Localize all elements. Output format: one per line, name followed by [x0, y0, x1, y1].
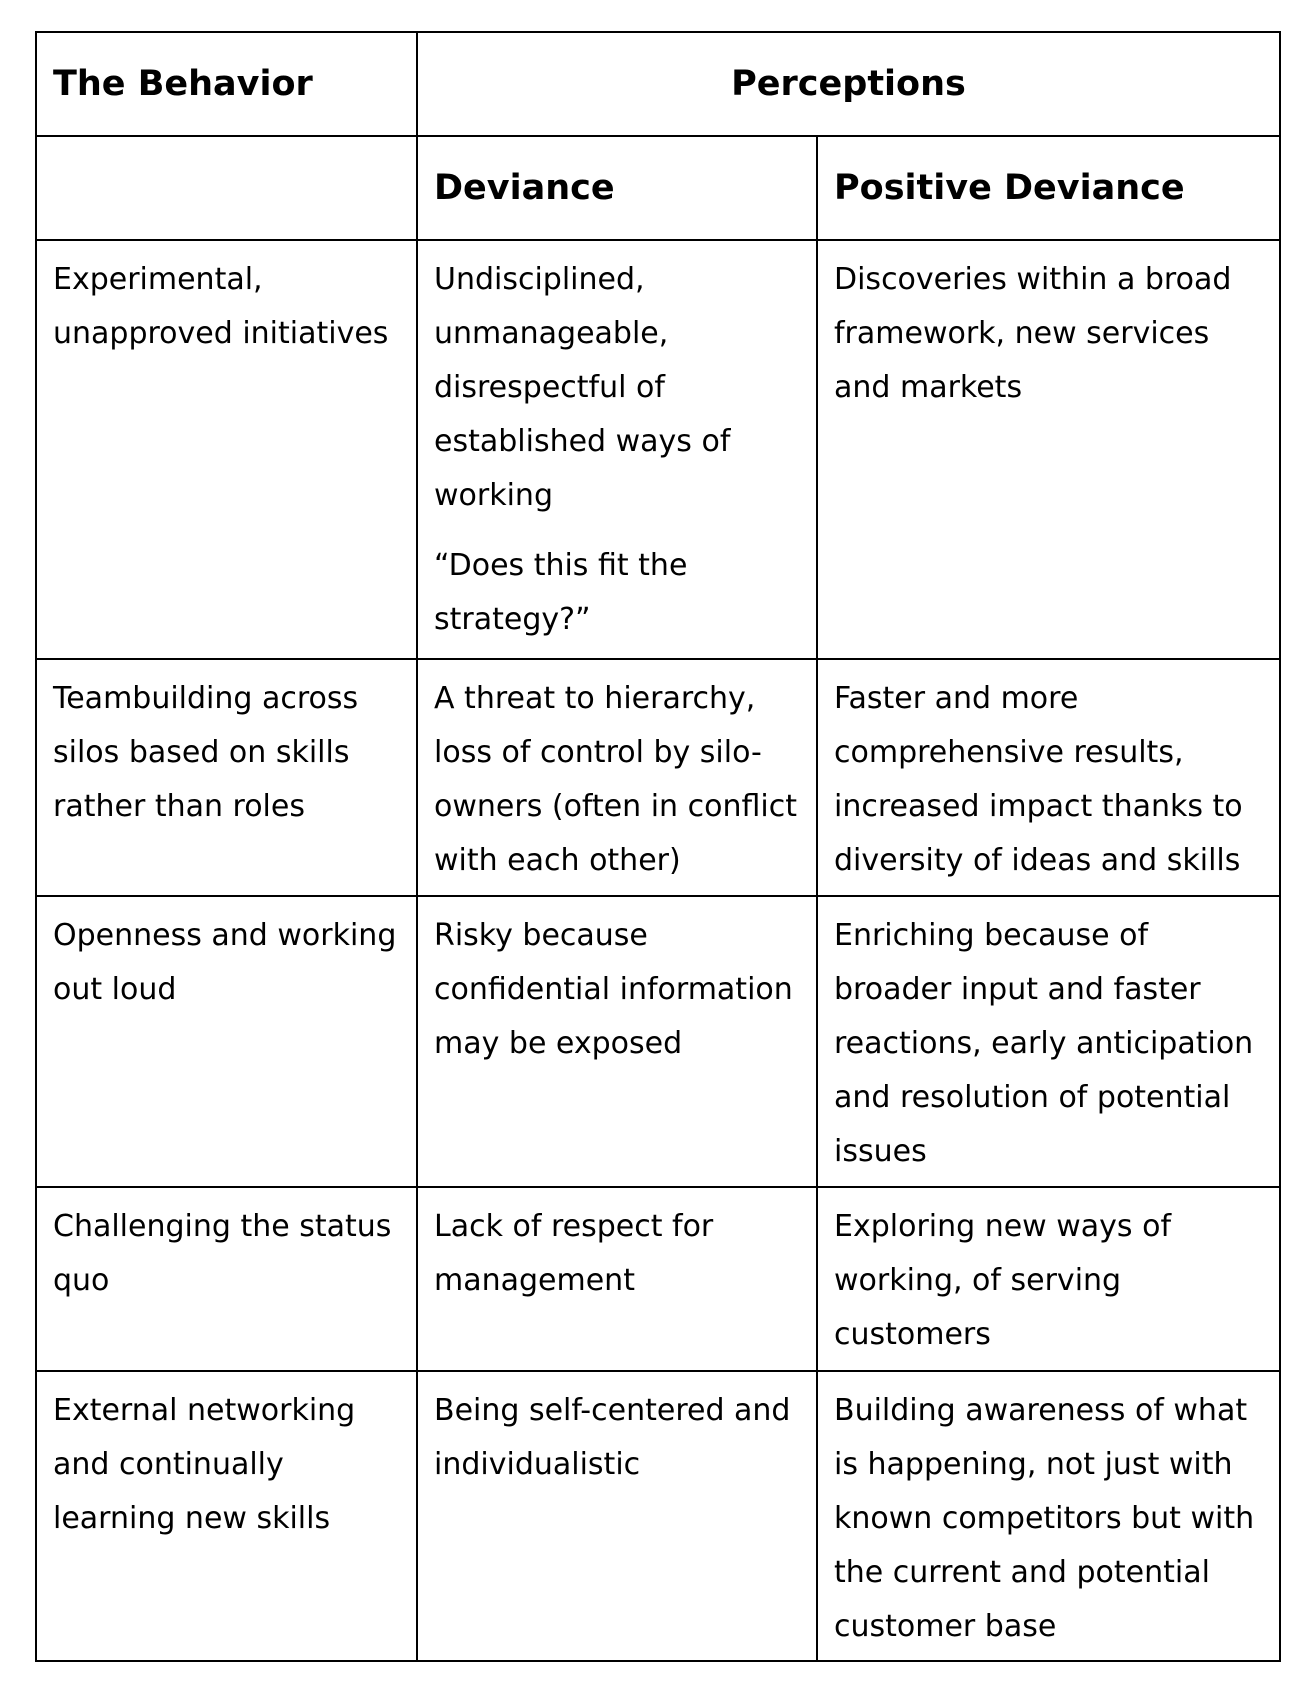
behavior-cell: Teambuilding across silos based on skills rather than roles [36, 659, 417, 896]
behavior-cell: Openness and working out loud [36, 896, 417, 1187]
table-header-row [36, 32, 1280, 136]
positive-deviance-cell: Enriching because of broader input and faster reactions, early anticipation and resolution of potential issues [817, 896, 1280, 1187]
positive-deviance-cell: Discoveries within a broad framework, new services and markets [817, 240, 1280, 659]
deviance-cell: Risky because confidential information may be exposed [417, 896, 817, 1187]
deviance-quote: “Does this fit the strategy?” [434, 548, 688, 638]
header-perceptions: Perceptions [417, 32, 1280, 136]
behavior-cell: Experimental, unapproved initiatives [36, 240, 417, 659]
table-row [36, 1187, 1280, 1370]
deviance-cell: A threat to hierarchy, loss of control by silo-owners (often in conflict with each other) [417, 659, 817, 896]
subheader-deviance: Deviance [417, 136, 817, 240]
deviance-cell: Being self-centered and individualistic [417, 1371, 817, 1661]
subheader-blank [36, 136, 417, 240]
perceptions-table-container [35, 31, 1279, 1662]
behavior-perceptions-table [35, 31, 1281, 1662]
table-row [36, 659, 1280, 896]
deviance-cell: Lack of respect for management [417, 1187, 817, 1370]
table-row [36, 1371, 1280, 1661]
positive-deviance-cell: Faster and more comprehensive results, increased impact thanks to diversity of ideas and skills [817, 659, 1280, 896]
table-row [36, 240, 1280, 659]
header-behavior: The Behavior [36, 32, 417, 136]
subheader-positive-deviance: Positive Deviance [817, 136, 1280, 240]
deviance-cell [417, 240, 817, 659]
positive-deviance-cell: Building awareness of what is happening, not just with known competitors but with the current and potential customer base [817, 1371, 1280, 1661]
behavior-cell: External networking and continually learning new skills [36, 1371, 417, 1661]
table-subheader-row [36, 136, 1280, 240]
deviance-text: Undisciplined, unmanageable, disrespectful of established ways of working [434, 262, 731, 514]
table-row [36, 896, 1280, 1187]
behavior-cell: Challenging the status quo [36, 1187, 417, 1370]
positive-deviance-cell: Exploring new ways of working, of serving customers [817, 1187, 1280, 1370]
